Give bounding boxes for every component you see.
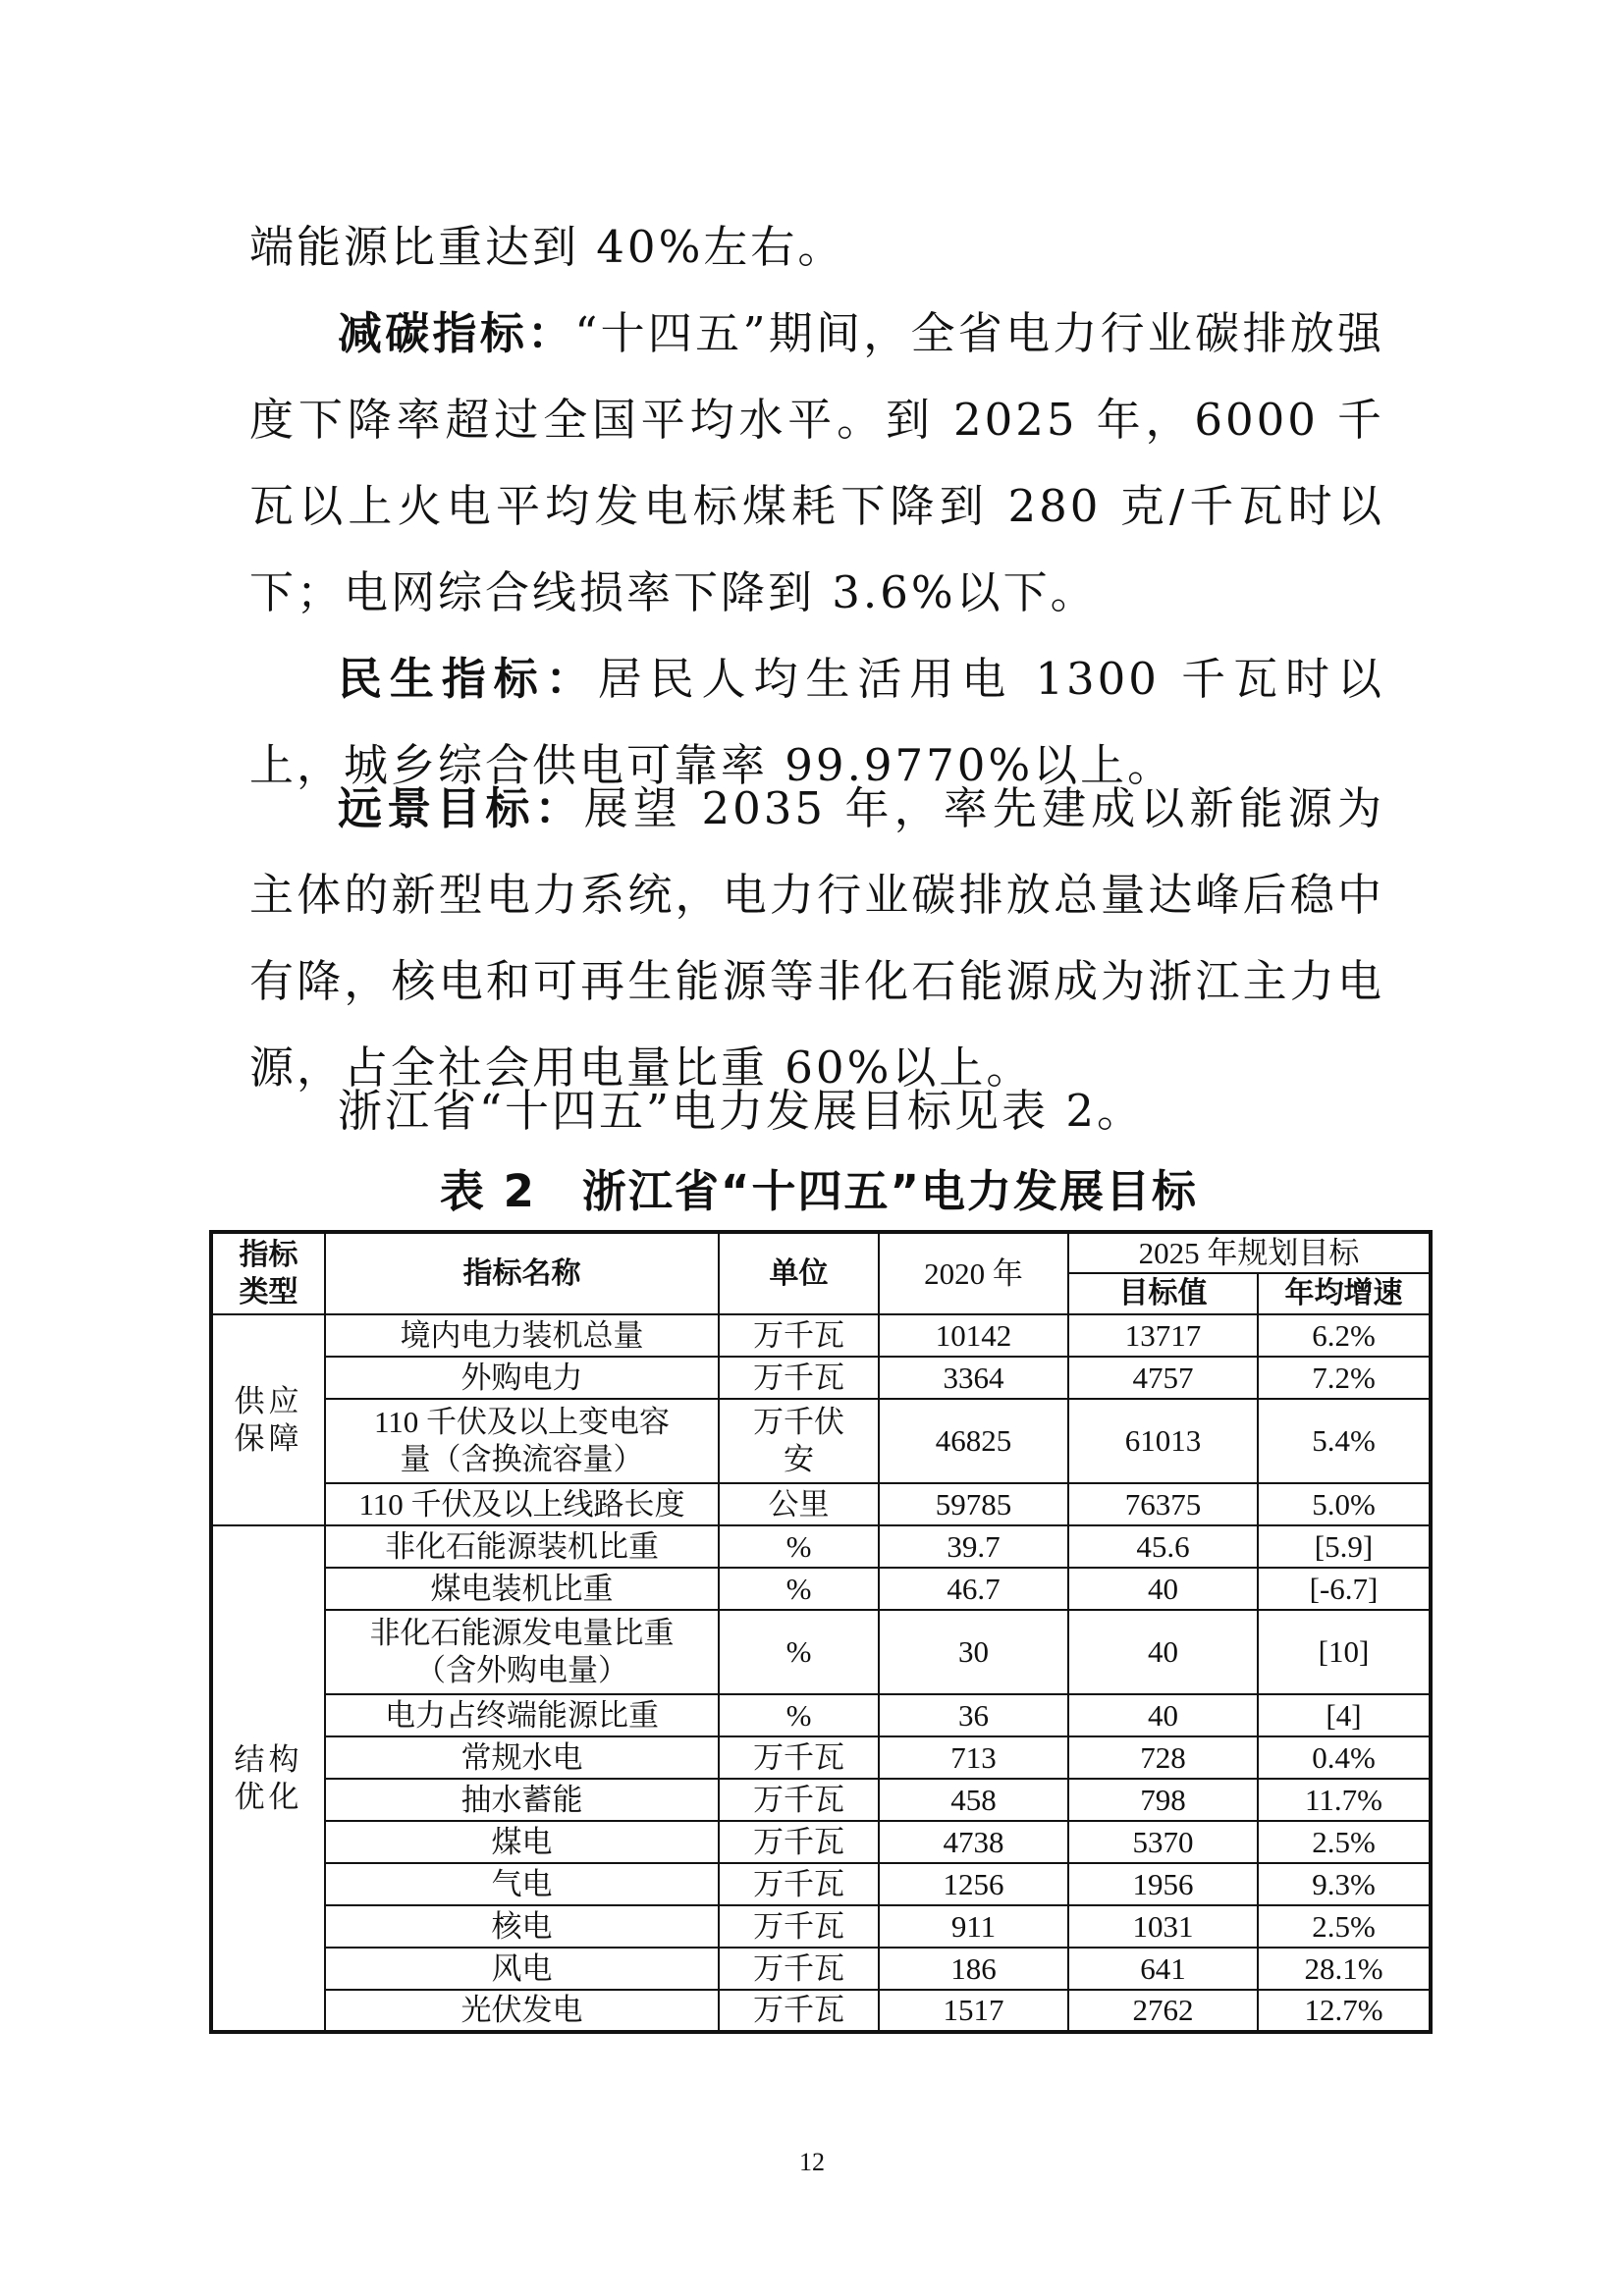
cell-2020: 3364 <box>879 1357 1068 1399</box>
paragraph-label: 远景目标： <box>338 782 584 834</box>
paragraph-text: “十四五”期间，全省电力行业碳排放强度下降率超过全国平均水平。到 2025 年，6000 千瓦以上火电平均发电标煤耗下降到 280 克/千瓦时以下；电网综合线损率下降到 3.6%以下。 <box>249 307 1384 618</box>
cell-growth: 0.4% <box>1258 1736 1431 1779</box>
table-row <box>211 1314 1431 1357</box>
table-header-row <box>211 1232 1431 1273</box>
cell-growth: [10] <box>1258 1610 1431 1694</box>
cell-2020: 10142 <box>879 1314 1068 1357</box>
table-row <box>211 1990 1431 2032</box>
cell-target: 5370 <box>1068 1821 1258 1863</box>
cell-growth: [-6.7] <box>1258 1568 1431 1610</box>
paragraph-long-term <box>249 766 1384 1111</box>
cell-2020: 59785 <box>879 1483 1068 1525</box>
cell-name: 非化石能源发电量比重（含外购电量） <box>325 1610 719 1694</box>
cell-name: 煤电 <box>325 1821 719 1863</box>
cell-growth: 2.5% <box>1258 1821 1431 1863</box>
cell-target: 728 <box>1068 1736 1258 1779</box>
table-row <box>211 1694 1431 1736</box>
cell-growth: 12.7% <box>1258 1990 1431 2032</box>
category-cell: 供应保障 <box>211 1314 325 1525</box>
cell-target: 45.6 <box>1068 1525 1258 1568</box>
cell-name: 光伏发电 <box>325 1990 719 2032</box>
cell-growth: 2.5% <box>1258 1905 1431 1948</box>
cell-2020: 4738 <box>879 1821 1068 1863</box>
table-row <box>211 1736 1431 1779</box>
table-row <box>211 1905 1431 1948</box>
targets-table <box>209 1230 1433 2034</box>
cell-growth: 6.2% <box>1258 1314 1431 1357</box>
cell-name: 外购电力 <box>325 1357 719 1399</box>
cell-growth: 11.7% <box>1258 1779 1431 1821</box>
paragraph-carbon-reduction <box>249 291 1384 636</box>
cell-2020: 911 <box>879 1905 1068 1948</box>
cell-name: 电力占终端能源比重 <box>325 1694 719 1736</box>
header-type: 指标类型 <box>211 1232 325 1314</box>
table-row <box>211 1357 1431 1399</box>
cell-target: 61013 <box>1068 1399 1258 1483</box>
cell-name: 核电 <box>325 1905 719 1948</box>
cell-unit: 万千瓦 <box>719 1736 879 1779</box>
table-row <box>211 1399 1431 1483</box>
table-row <box>211 1568 1431 1610</box>
cell-unit: 万千瓦 <box>719 1905 879 1948</box>
cell-growth: [5.9] <box>1258 1525 1431 1568</box>
header-unit: 单位 <box>719 1232 879 1314</box>
cell-unit: % <box>719 1610 879 1694</box>
page-number: 12 <box>799 2148 825 2176</box>
table-row <box>211 1779 1431 1821</box>
paragraph-continuation <box>249 204 1384 291</box>
table-row <box>211 1948 1431 1990</box>
cell-growth: 9.3% <box>1258 1863 1431 1905</box>
category-cell: 结构优化 <box>211 1525 325 2032</box>
cell-unit: % <box>719 1568 879 1610</box>
cell-target: 641 <box>1068 1948 1258 1990</box>
cell-2020: 36 <box>879 1694 1068 1736</box>
cell-2020: 458 <box>879 1779 1068 1821</box>
cell-growth: 5.4% <box>1258 1399 1431 1483</box>
table-row <box>211 1483 1431 1525</box>
paragraph-text: 居民人均生活用电 1300 千瓦时以上，城乡综合供电可靠率 99.9770%以上。 <box>249 653 1384 791</box>
cell-growth: 5.0% <box>1258 1483 1431 1525</box>
cell-unit: 万千瓦 <box>719 1314 879 1357</box>
paragraph-text: 浙江省“十四五”电力发展目标见表 2。 <box>338 1085 1144 1137</box>
header-target: 目标值 <box>1068 1273 1258 1314</box>
header-2025-plan: 2025 年规划目标 <box>1068 1232 1431 1273</box>
cell-unit: 万千瓦 <box>719 1990 879 2032</box>
cell-unit: 公里 <box>719 1483 879 1525</box>
cell-target: 76375 <box>1068 1483 1258 1525</box>
cell-unit: 万千伏安 <box>719 1399 879 1483</box>
table-row <box>211 1610 1431 1694</box>
cell-2020: 46.7 <box>879 1568 1068 1610</box>
header-2020: 2020 年 <box>879 1232 1068 1314</box>
cell-target: 1956 <box>1068 1863 1258 1905</box>
paragraph-text: 端能源比重达到 40%左右。 <box>249 221 845 273</box>
paragraph-label: 民生指标： <box>338 653 598 705</box>
cell-growth: 28.1% <box>1258 1948 1431 1990</box>
cell-name: 气电 <box>325 1863 719 1905</box>
cell-2020: 186 <box>879 1948 1068 1990</box>
cell-unit: 万千瓦 <box>719 1779 879 1821</box>
table-row <box>211 1863 1431 1905</box>
header-name: 指标名称 <box>325 1232 719 1314</box>
cell-target: 2762 <box>1068 1990 1258 2032</box>
cell-target: 4757 <box>1068 1357 1258 1399</box>
header-growth: 年均增速 <box>1258 1273 1431 1314</box>
paragraph-text: 展望 2035 年，率先建成以新能源为主体的新型电力系统，电力行业碳排放总量达峰后稳中有降，核电和可再生能源等非化石能源成为浙江主力电源，占全社会用电量比重 60%以上。 <box>249 782 1384 1094</box>
table-row <box>211 1821 1431 1863</box>
cell-2020: 1517 <box>879 1990 1068 2032</box>
table-title: 表 2 浙江省“十四五”电力发展目标 <box>439 1165 1199 1217</box>
table-row <box>211 1525 1431 1568</box>
cell-target: 13717 <box>1068 1314 1258 1357</box>
cell-name: 110 千伏及以上线路长度 <box>325 1483 719 1525</box>
cell-unit: 万千瓦 <box>719 1821 879 1863</box>
cell-target: 1031 <box>1068 1905 1258 1948</box>
cell-growth: 7.2% <box>1258 1357 1431 1399</box>
paragraph-label: 减碳指标： <box>338 307 575 359</box>
cell-name: 110 千伏及以上变电容量（含换流容量） <box>325 1399 719 1483</box>
cell-2020: 46825 <box>879 1399 1068 1483</box>
cell-name: 风电 <box>325 1948 719 1990</box>
cell-unit: 万千瓦 <box>719 1357 879 1399</box>
cell-unit: % <box>719 1694 879 1736</box>
cell-name: 境内电力装机总量 <box>325 1314 719 1357</box>
cell-unit: % <box>719 1525 879 1568</box>
cell-target: 40 <box>1068 1694 1258 1736</box>
cell-unit: 万千瓦 <box>719 1948 879 1990</box>
cell-2020: 30 <box>879 1610 1068 1694</box>
cell-name: 常规水电 <box>325 1736 719 1779</box>
cell-unit: 万千瓦 <box>719 1863 879 1905</box>
cell-growth: [4] <box>1258 1694 1431 1736</box>
paragraph-table-reference <box>249 1068 1384 1154</box>
cell-target: 40 <box>1068 1568 1258 1610</box>
cell-2020: 713 <box>879 1736 1068 1779</box>
cell-2020: 39.7 <box>879 1525 1068 1568</box>
cell-target: 40 <box>1068 1610 1258 1694</box>
cell-target: 798 <box>1068 1779 1258 1821</box>
cell-name: 非化石能源装机比重 <box>325 1525 719 1568</box>
cell-name: 煤电装机比重 <box>325 1568 719 1610</box>
cell-2020: 1256 <box>879 1863 1068 1905</box>
cell-name: 抽水蓄能 <box>325 1779 719 1821</box>
